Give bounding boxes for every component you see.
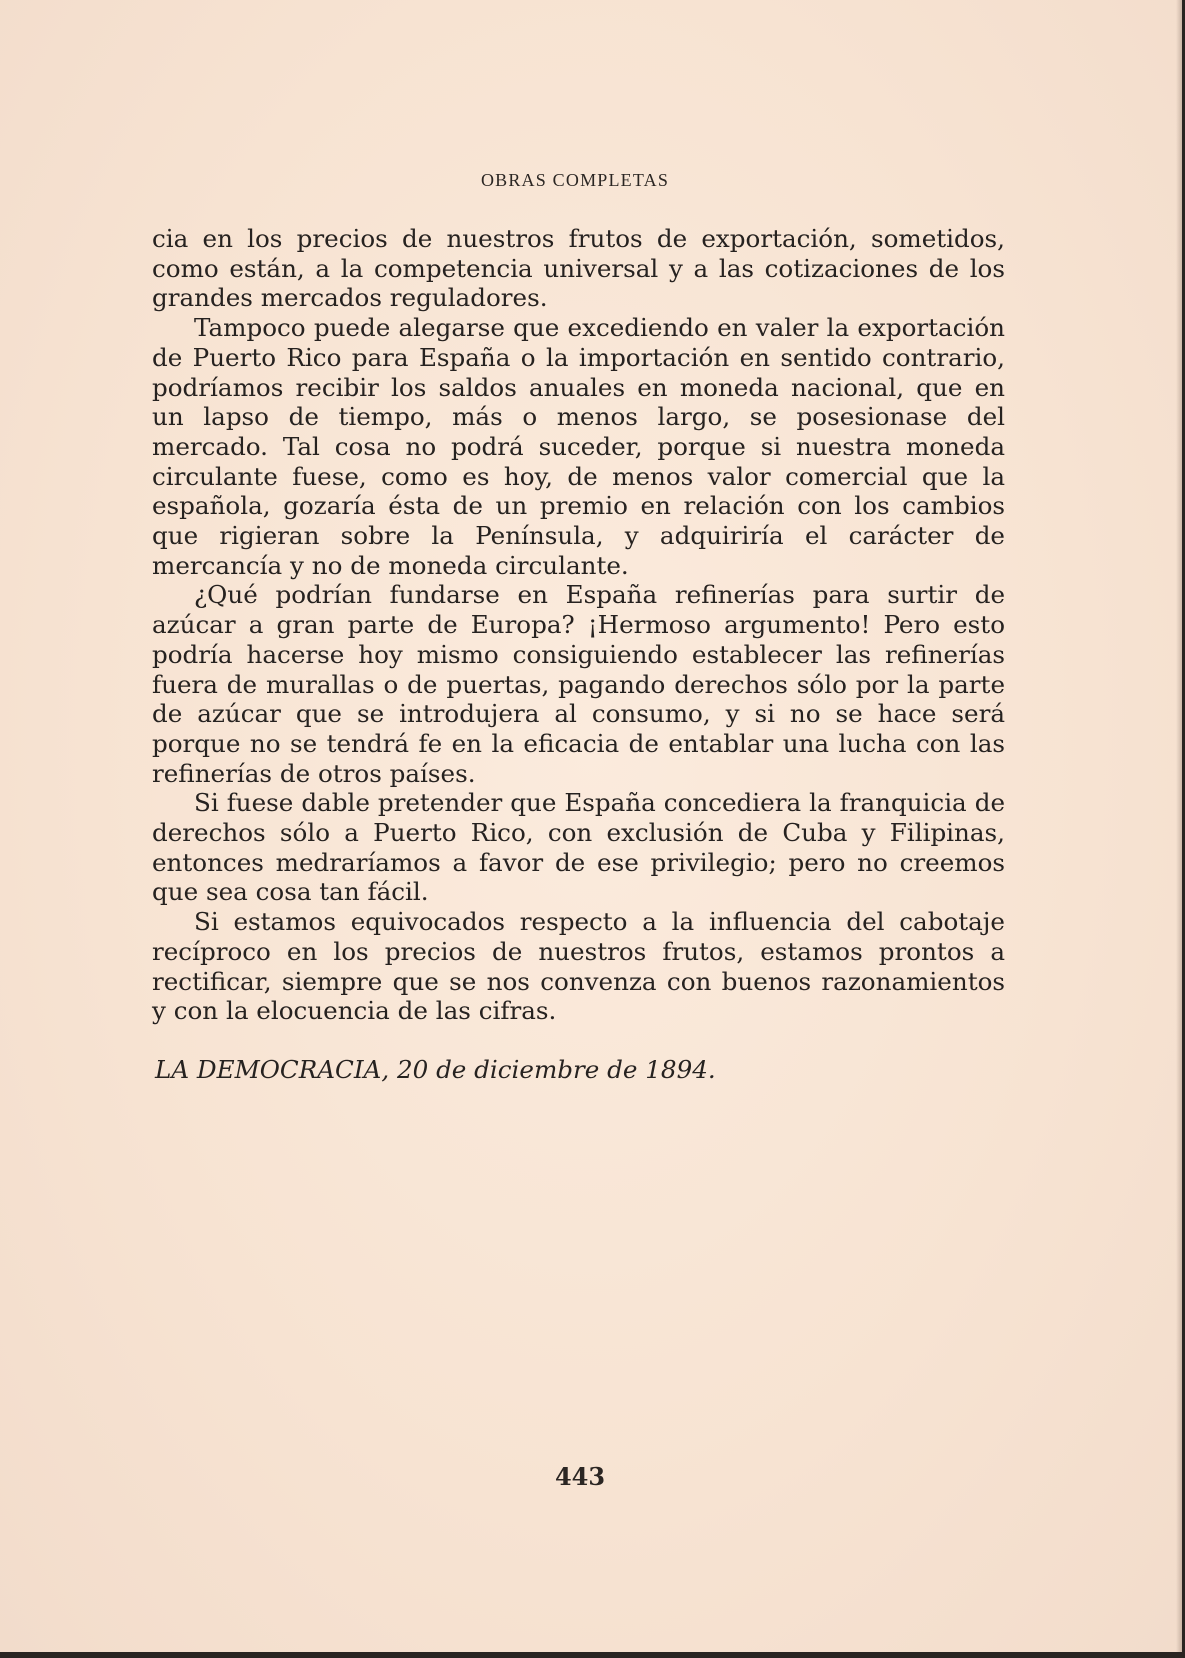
paragraph: Si estamos equivocados respecto a la influencia del cabotaje recíproco en los precios de nuestros frutos, estamos prontos a rectificar, siempre que se nos convenza con buenos razonamientos y con la elocuencia de las cifras. bbox=[152, 907, 1005, 1026]
paragraph-continuation: cia en los precios de nuestros frutos de exportación, sometidos, como están, a la competencia universal y a las cotizaciones de los grandes mercados reguladores. bbox=[152, 224, 1005, 313]
source-citation: LA DEMOCRACIA, 20 de diciembre de 1894. bbox=[155, 1055, 716, 1084]
running-head: OBRAS COMPLETAS bbox=[480, 170, 670, 190]
paragraph: ¿Qué podrían fundarse en España refinerías para surtir de azúcar a gran parte de Europa? ¡Hermoso argumento! Pero esto podría hacerse hoy mismo consiguiendo establecer las refinerías fuera de murallas o de puertas, pagando derechos sólo por la parte de azúcar que se introdujera al consumo, y si no se hace será porque no se tendrá fe en la eficacia de entablar una lucha con las refinerías de otros países. bbox=[152, 580, 1005, 788]
paragraph: Si fuese dable pretender que España concediera la franquicia de derechos sólo a Puerto Rico, con exclusión de Cuba y Filipinas, entonces medraríamos a favor de ese privilegio; pero no creemos que sea cosa tan fácil. bbox=[152, 788, 1005, 907]
paragraph: Tampoco puede alegarse que excediendo en valer la exportación de Puerto Rico para España o la importación en sentido contrario, podríamos recibir los saldos anuales en moneda nacional, que en un lapso de tiempo, más o menos largo, se posesionase del mercado. Tal cosa no podrá suceder, porque si nuestra moneda circulante fuese, como es hoy, de menos valor comercial que la española, gozaría ésta de un premio en relación con los cambios que rigieran sobre la Península, y adquiriría el carácter de mercancía y no de moneda circulante. bbox=[152, 313, 1005, 580]
body-text bbox=[152, 224, 1005, 1026]
page-number: 443 bbox=[554, 1462, 606, 1491]
